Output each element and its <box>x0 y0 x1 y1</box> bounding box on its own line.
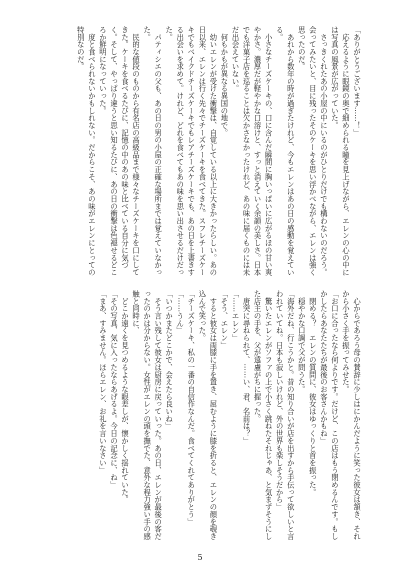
paragraph: 応えるように眼鏡の奥で細められる瞳を見上げながら、エレンの心の中には写真の風景が広がっていた。 <box>330 26 351 276</box>
paragraph: 「海外だね、行こうかと。昔の知り合いが店を出すから手伝って欲しいと言われていてね。日本も寂しいけれど、外の世界も楽しそうだから」 <box>275 290 296 540</box>
paragraph: 「まあ、すみません。ほらエレン、お礼を言いなさい」 <box>98 290 108 474</box>
lower-text-block <box>38 290 363 542</box>
paragraph: 唐突に尋ねられて、……い、君、名前は？」 <box>242 290 252 445</box>
paragraph: 「そう、エレン」 <box>220 290 230 349</box>
paragraph: さっきくれたあの小屋の中にいるのがひとりだけでも構わないのだろう。会ってみたいと、目に残ったそのケーキを思い浮かべながら、エレンは強く思ったのだ。 <box>297 26 329 276</box>
paragraph: どこか遠くを見つめるような眼差しが、懐かしく揺れていた。 <box>121 290 131 504</box>
paragraph: 「その写真、気に入ったならあげるよ。今日の記念に、ね」 <box>109 290 119 489</box>
paragraph: 「……エレン」 <box>231 290 241 342</box>
paragraph: 穏やかな口調で父が問うた。 <box>297 290 307 393</box>
paragraph: パティシエの父も、あの日の男の小屋の正確な場所までは覚えていなかった。 <box>143 26 164 276</box>
upper-text-block <box>38 26 363 278</box>
paragraph: 小さなチーズケーキの、口に含んだ瞬間に胸いっぱいに広がるほの甘い爽やかさ。濃厚だが軽やかな口溶けと、すっと消えていく余韻の美しさ。日本でも洋菓子店を巡ることは欠かさなかったけれど、あの味に届くものには未だ出会えていない。 <box>231 26 274 276</box>
paragraph: 心からであろう母の賛辞に少しはにかんだように笑った彼女は頷き、それから小さく手を振ってみせた。 <box>341 290 362 540</box>
paragraph: 「いつかまたどこかで、会えたら良いね」 <box>165 290 175 430</box>
paragraph: 閉める？ エレンの質問に、彼女はゆっくりと首を振った。 <box>308 290 318 496</box>
paragraph: 「ありがとうございます……！」 <box>353 26 362 137</box>
paragraph: 「お口に合ったなら何よりです。だけど、この店はもう閉めるんです。もしかしたらあなたたちが最後のお客さんかもね」 <box>319 290 340 540</box>
paragraph: 度と食べられないかもしれない。だからこそ、あの味がエレンにとっての特別なのだ。 <box>76 26 97 276</box>
page-number: 5 <box>197 553 203 562</box>
paragraph: すると彼女は両膝に手を置き、屈むように膝を折ると、エレンの顔を覗き込んで笑った。 <box>198 290 219 540</box>
paragraph: そう言い残して彼女は厨房に戻っていった。あの日、エレンが最後の客だったのかは分からない。女性がエレンの頭を撫でた、意外な程力強い手の感触と同時に、 <box>132 290 164 540</box>
paragraph: 驚いたエレンがソファの上で小さく跳ねたそれじゃあ、と気まずそうにした店主の手を、父が遠慮がちに握った。 <box>253 290 274 540</box>
paragraph: 「……うん」 <box>176 290 186 335</box>
paragraph: 何もかもが異なる異国の地で。 <box>220 26 230 137</box>
paragraph: 幼いエレンが受けた衝撃は、自覚している以上に大きかったらしい。あの日以来、エレンは行く先々でチーズケーキを食べてきた。スフレチーズケーキでもベイクドチーズケーキでもレアチーズケーキでも、あの日を上書きする出会いを求めて。けれど、どれを食べてもあの味を思い出させるだけだった。 <box>165 26 219 276</box>
paragraph: 「チーズケーキ、私の一番の自信作なんだ。食べてくれてありがとう」 <box>187 290 197 526</box>
paragraph: あれから数年の時が過ぎたけれど、今もエレンはあの日の感動を覚えている。 <box>275 26 296 276</box>
paragraph: 民的な値段のものから有名店の高級品まで様々なチーズケーキを口にしてきた。ケーキを食べるたびに、記憶の中のあの味と比べている自分に気づく。そして、やっぱり違うと思い知るたびに、あの日の衝撃は色褪せるどころか鮮明になっていった。 <box>98 26 142 276</box>
